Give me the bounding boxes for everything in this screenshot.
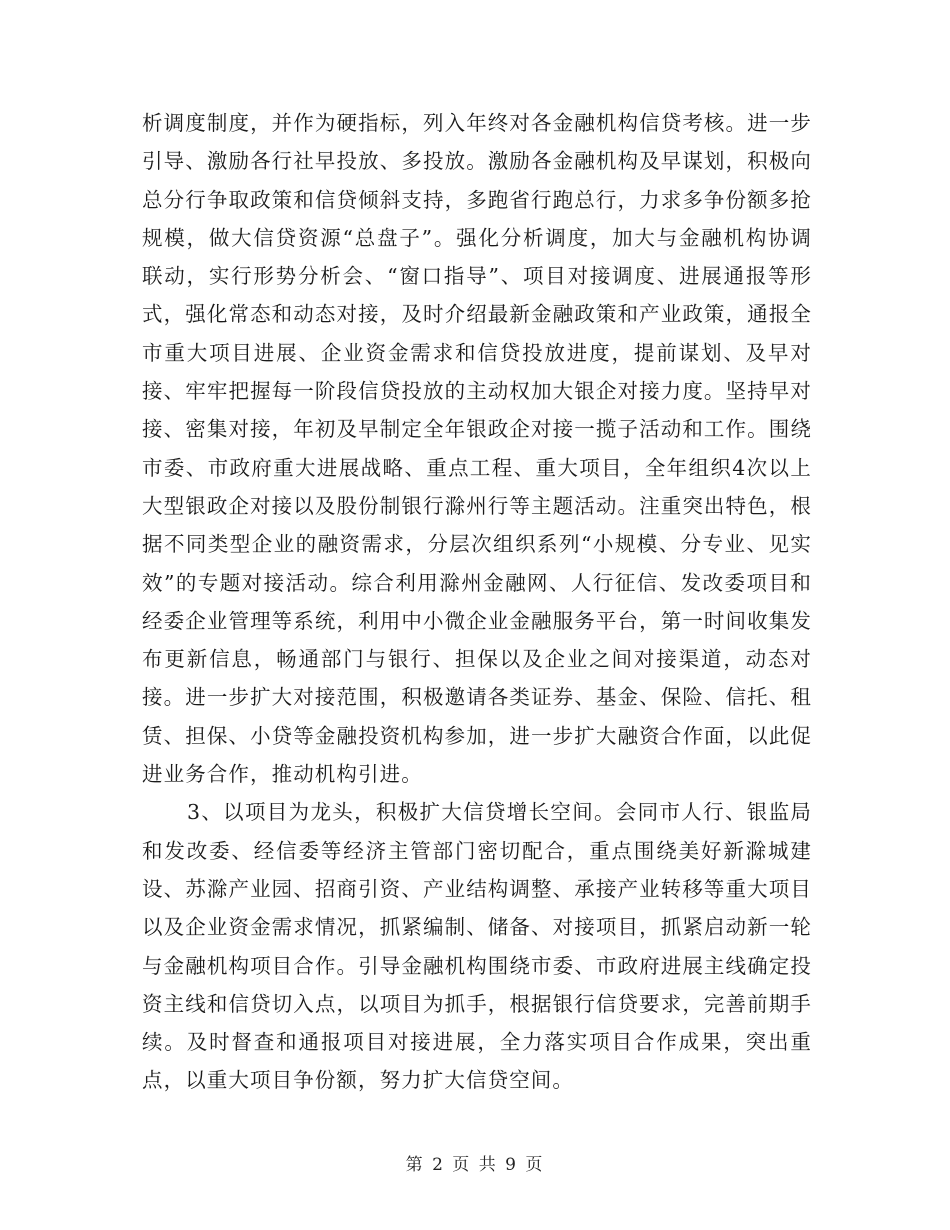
paragraph-section-3: 3、以项目为龙头，积极扩大信贷增长空间。会同市人行、银监局和发改委、经信委等经济主管部门密切配合，重点围绕美好新滁城建设、苏滁产业园、招商引资、产业结构调整、承接产业转移等重大项目以及企业资金需求情况，抓紧编制、储备、对接项目，抓紧启动新一轮与金融机构项目合作。引导金融机构围绕市委、市政府进展主线确定投资主线和信贷切入点，以项目为抓手，根据银行信贷要求，完善前期手续。及时督查和通报项目对接进展，全力落实项目合作成果，突出重点，以重大项目争份额，努力扩大信贷空间。 [142, 800, 812, 1093]
page-footer: 第 2 页 共 9 页 [405, 1155, 545, 1175]
paragraph-continued: 析调度制度，并作为硬指标，列入年终对各金融机构信贷考核。进一步引导、激励各行社早投放、多投放。激励各金融机构及早谋划，积极向总分行争取政策和信贷倾斜支持，多跑省行跑总行，力求多争份额多抢规模，做大信贷资源“总盘子”。强化分析调度，加大与金融机构协调联动，实行形势分析会、“窗口指导”、项目对接调度、进展通报等形式，强化常态和动态对接，及时介绍最新金融政策和产业政策，通报全市重大项目进展、企业资金需求和信贷投放进度，提前谋划、及早对接、牢牢把握每一阶段信贷投放的主动权加大银企对接力度。坚持早对接、密集对接，年初及早制定全年银政企对接一揽子活动和工作。围绕市委、市政府重大进展战略、重点工程、重大项目，全年组织4次以上大型银政企对接以及股份制银行滁州行等主题活动。注重突出特色，根据不同类型企业的融资需求，分层次组织系列“小规模、分专业、见实效”的专题对接活动。综合利用滁州金融网、人行征信、发改委项目和经委企业管理等系统，利用中小微企业金融服务平台，第一时间收集发布更新信息，畅通部门与银行、担保以及企业之间对接渠道，动态对接。进一步扩大对接范围，积极邀请各类证券、基金、保险、信托、租赁、担保、小贷等金融投资机构参加，进一步扩大融资合作面，以此促进业务合作，推动机构引进。 [142, 111, 812, 787]
document-body [142, 104, 812, 1100]
